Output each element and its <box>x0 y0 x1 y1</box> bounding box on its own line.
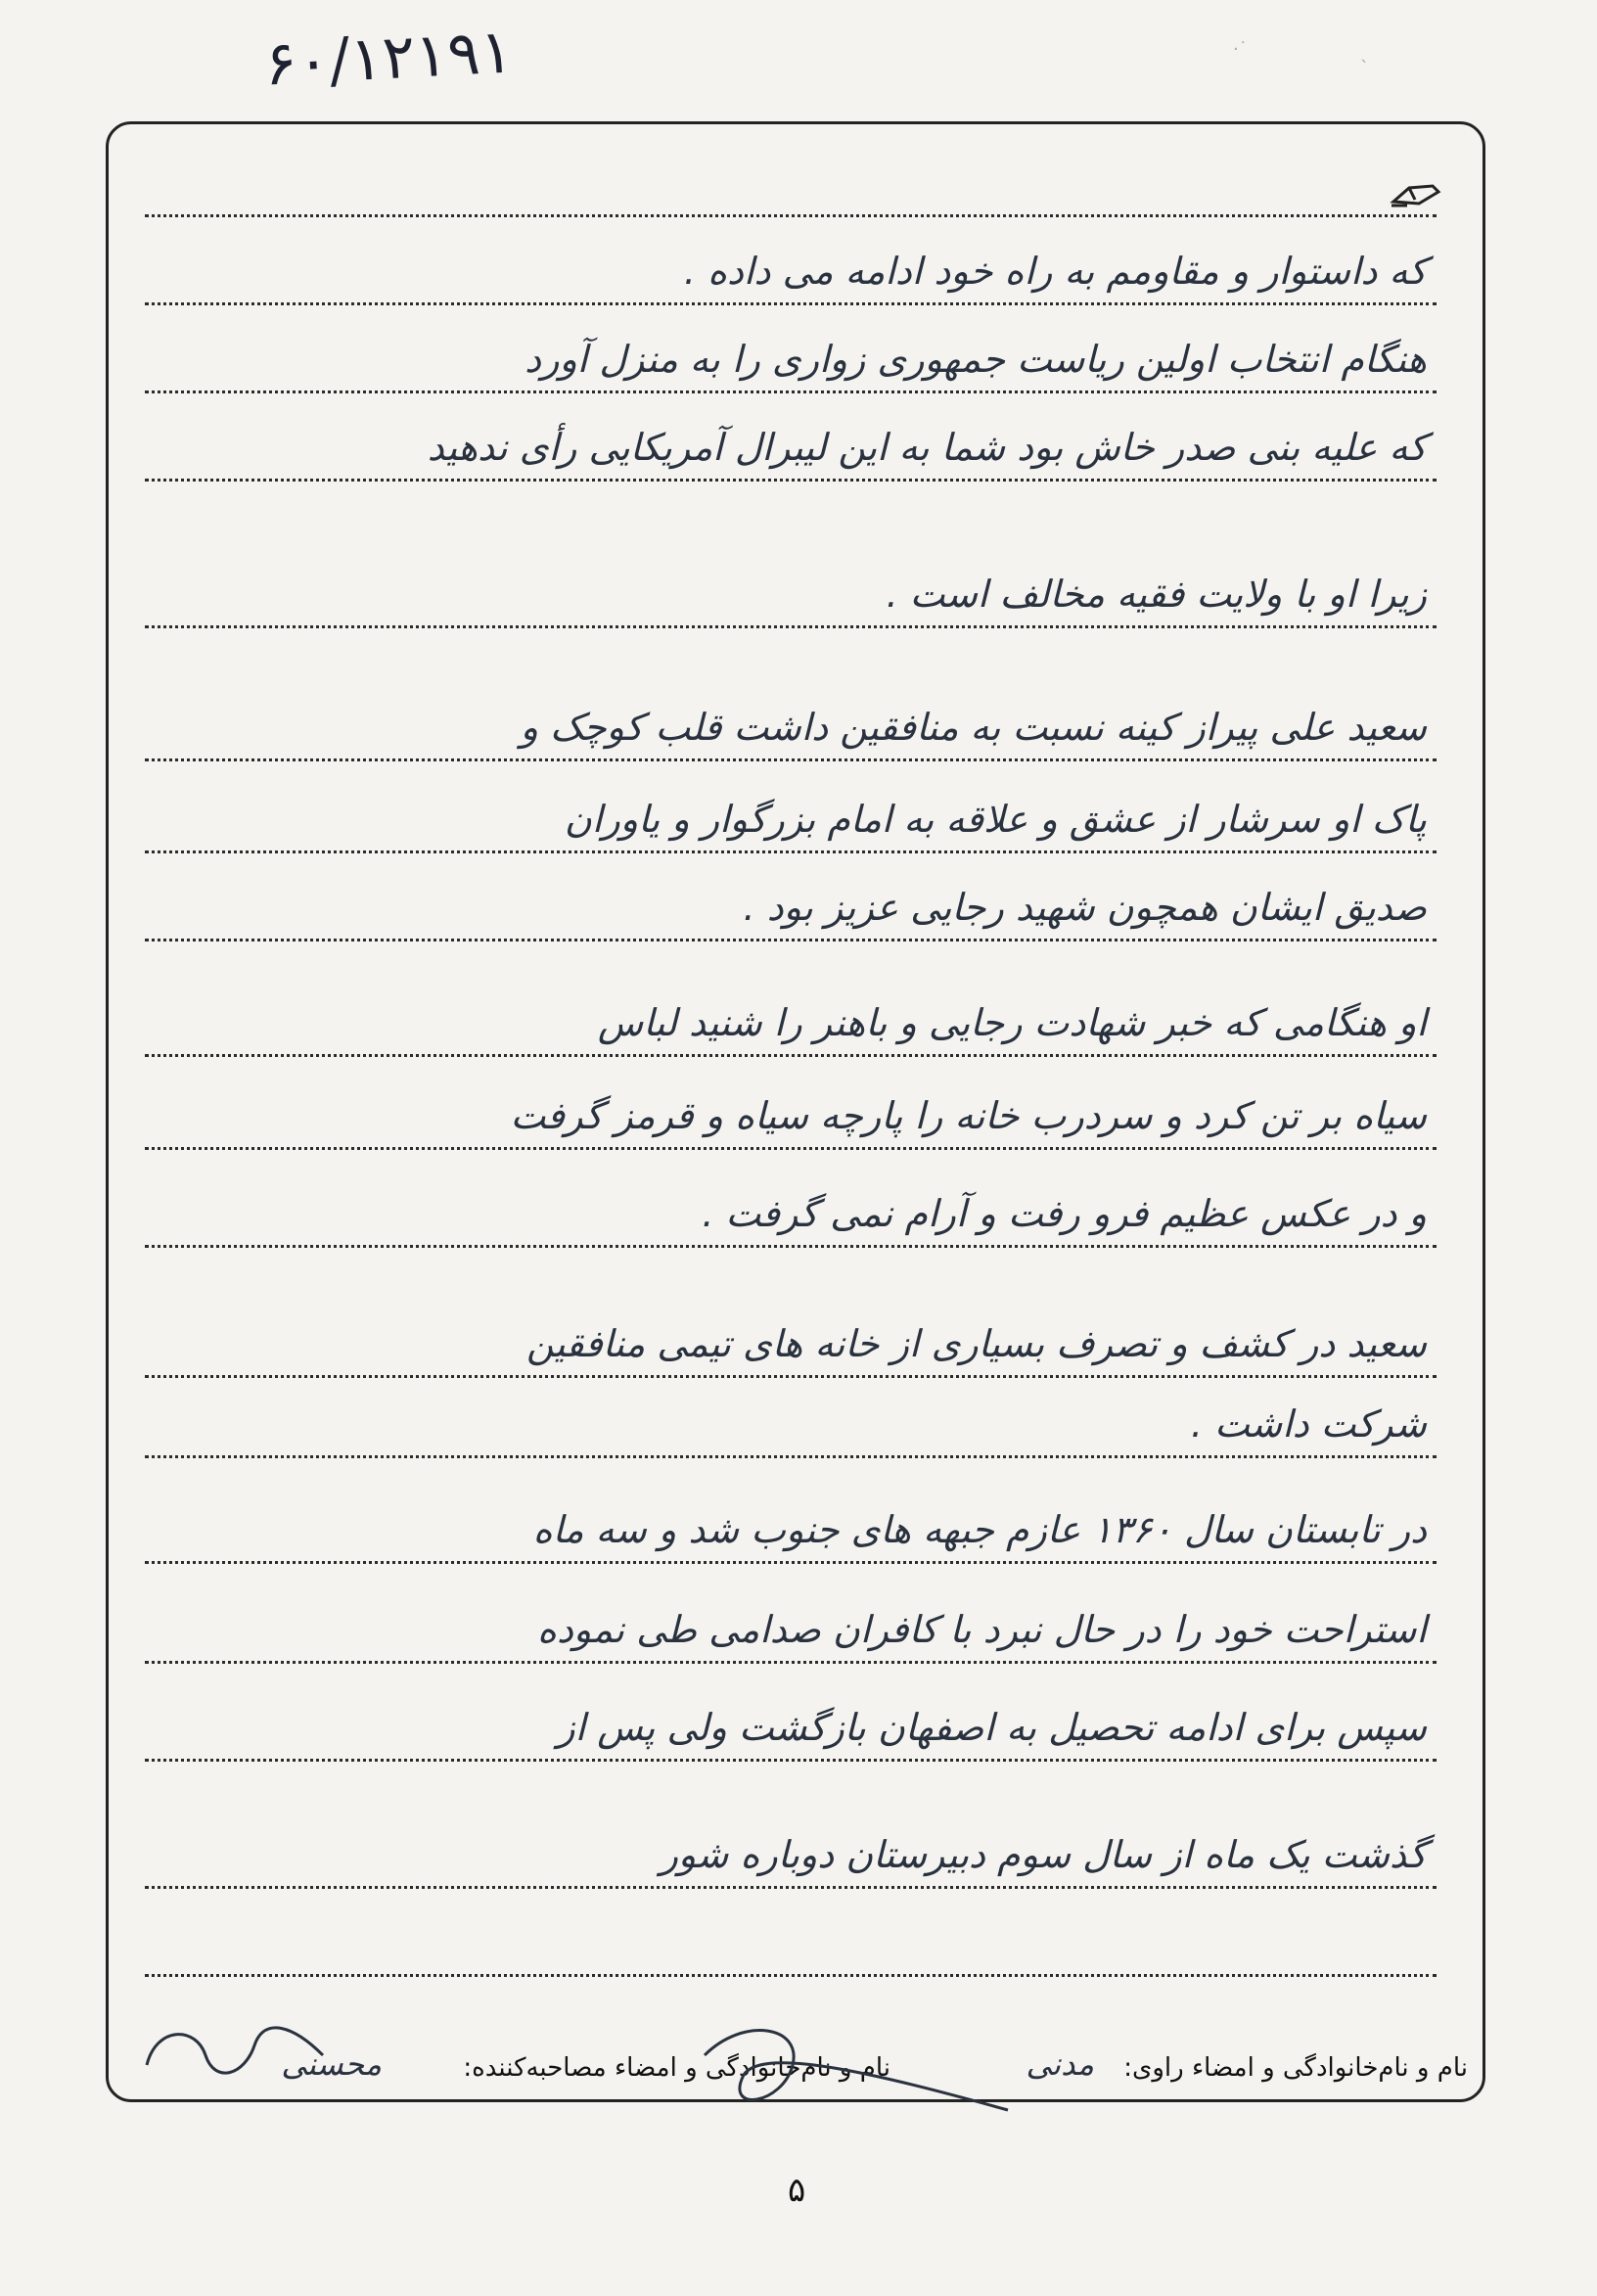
archive-code: ۶۰/۱۲۱۹۱ <box>262 15 515 100</box>
line-text: هنگام انتخاب اولین ریاست جمهوری زواری را به منزل آورد <box>525 338 1427 381</box>
line-row <box>145 853 1437 941</box>
line-row <box>145 1370 1437 1458</box>
line-text: در تابستان سال ۱۳۶۰ عازم جبهه های جنوب شد و سه ماه <box>532 1508 1427 1551</box>
line-row <box>145 540 1437 628</box>
narrator-signature <box>137 2016 333 2085</box>
line-row <box>145 673 1437 761</box>
line-text: صدیق ایشان همچون شهید رجایی عزیز بود . <box>743 886 1427 929</box>
line-row <box>145 129 1437 217</box>
line-text: که علیه بنی صدر خاش بود شما به این لیبرال آمریکایی رأی ندهید <box>427 426 1427 469</box>
narrator-name: مدنی <box>1026 2045 1094 2083</box>
line-row <box>145 217 1437 305</box>
line-row <box>145 1290 1437 1378</box>
line-text: شرکت داشت . <box>1190 1402 1427 1446</box>
line-row <box>145 1801 1437 1889</box>
line-text: او هنگامی که خبر شهادت رجایی و باهنر را شنید لباس <box>597 1001 1427 1044</box>
line-row <box>145 393 1437 482</box>
line-text: گذشت یک ماه از سال سوم دبیرستان دوباره شور <box>660 1833 1427 1876</box>
line-text: استراحت خود را در حال نبرد با کافران صدامی طی نموده <box>537 1608 1427 1651</box>
line-row <box>145 969 1437 1057</box>
narrator-label: نام و نام‌خانوادگی و امضاء راوی: <box>1123 2053 1468 2083</box>
line-row <box>145 1576 1437 1664</box>
line-text: که داستوار و مقاومم به راه خود ادامه می داده . <box>683 250 1427 293</box>
line-text: سعید علی پیراز کینه نسبت به منافقین داشت قلب کوچک و <box>520 706 1427 749</box>
line-text: سیاه بر تن کرد و سردرب خانه را پارچه سیاه و قرمز گرفت <box>510 1094 1427 1137</box>
interviewer-signature <box>685 2016 1037 2124</box>
line-row <box>145 1476 1437 1564</box>
line-row <box>145 1889 1437 1977</box>
paper-speck: ˎ <box>1360 43 1369 64</box>
paper-speck: ·˙ <box>1233 39 1248 60</box>
line-row <box>145 1674 1437 1762</box>
line-row <box>145 1160 1437 1248</box>
line-row <box>145 765 1437 853</box>
line-row <box>145 1062 1437 1150</box>
line-row <box>145 305 1437 393</box>
interviewer-name: محسنی <box>281 2045 382 2083</box>
line-text: پاک او سرشار از عشق و علاقه به امام بزرگوار و یاوران <box>564 798 1427 841</box>
line-text: و در عکس عظیم فرو رفت و آرام نمی گرفت . <box>702 1192 1427 1235</box>
line-text: سعید در کشف و تصرف بسیاری از خانه های تیمی منافقین <box>526 1322 1427 1365</box>
page-number: ۵ <box>788 2171 806 2210</box>
interviewer-label: نام و نام‌خانوادگی و امضاء مصاحبه‌کننده: <box>463 2053 890 2083</box>
line-text: سپس برای ادامه تحصیل به اصفهان بازگشت ولی پس از <box>557 1706 1427 1749</box>
line-text: زیرا او با ولایت فقیه مخالف است . <box>886 573 1427 616</box>
